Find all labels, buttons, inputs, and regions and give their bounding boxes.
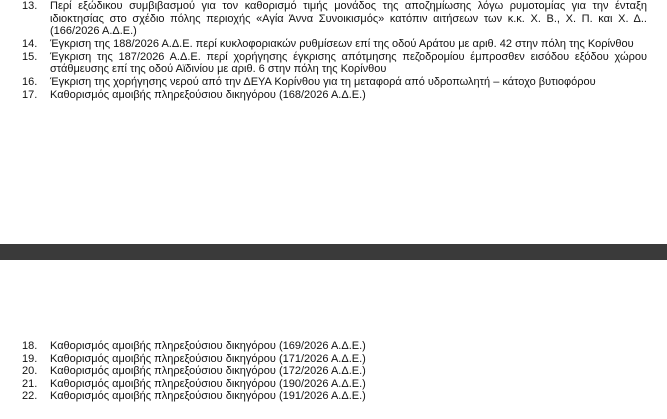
agenda-item-number: 20. — [22, 365, 38, 378]
agenda-item — [22, 353, 647, 366]
agenda-item — [22, 89, 647, 102]
agenda-list-upper — [22, 0, 647, 102]
agenda-item-text: Καθορισμός αμοιβής πληρεξούσιου δικηγόρου (190/2026 Α.Δ.Ε.) — [50, 377, 366, 390]
agenda-item — [22, 51, 647, 76]
page-lower — [0, 260, 667, 419]
agenda-item — [22, 340, 647, 353]
agenda-item-text: Καθορισμός αμοιβής πληρεξούσιου δικηγόρου (169/2026 Α.Δ.Ε.) — [50, 340, 366, 352]
agenda-item-text: Περί εξώδικου συμβιβασμού για τον καθορισμό τιμής μονάδος της αποζημίωσης λόγω ρυμοτομίας για την ένταξη ιδιοκτησίας στο σχέδιο πόλης περιοχής «Αγία Άννα Συνοικισμός» κατόπιν αιτήσεων των κ.κ. Χ. Β., Χ. Π. και Χ. Δ.. (166/2026 Α.Δ.Ε.) — [50, 0, 647, 38]
agenda-item-number: 22. — [22, 390, 38, 403]
agenda-item-text: Έγκριση της 188/2026 Α.Δ.Ε. περί κυκλοφοριακών ρυθμίσεων επί της οδού Αράτου με αριθ. 42 στην πόλη της Κορίνθου — [50, 37, 634, 50]
agenda-item-text: Καθορισμός αμοιβής πληρεξούσιου δικηγόρου (172/2026 Α.Δ.Ε.) — [50, 365, 366, 378]
agenda-item-number: 19. — [22, 352, 38, 365]
agenda-item-text: Έγκριση της 187/2026 Α.Δ.Ε. περί χορήγησης έγκρισης απότμησης πεζοδρομίου έμπροσθεν εισόδου εξόδου χώρου στάθμευσης επί της οδού Αϊδινίου με αριθ. 6 στην πόλη της Κορίνθου — [50, 50, 647, 76]
agenda-item — [22, 76, 647, 89]
agenda-item-number: 17. — [22, 88, 38, 101]
agenda-list-lower — [22, 340, 647, 403]
agenda-item-number: 18. — [22, 340, 38, 352]
agenda-item-number: 15. — [22, 50, 38, 63]
agenda-item-number: 16. — [22, 76, 38, 89]
agenda-item-text: Έγκριση της χορήγησης νερού από την ΔΕΥΑ Κορίνθου για τη μεταφορά από υδροπωλητή – κάτοχο βυτιοφόρου — [50, 76, 596, 89]
agenda-item-text: Καθορισμός αμοιβής πληρεξούσιου δικηγόρου (168/2026 Α.Δ.Ε.) — [50, 88, 366, 101]
page-separator — [0, 244, 667, 260]
agenda-item — [22, 390, 647, 403]
agenda-item — [22, 365, 647, 378]
agenda-item-text: Καθορισμός αμοιβής πληρεξούσιου δικηγόρου (171/2026 Α.Δ.Ε.) — [50, 352, 366, 365]
agenda-item — [22, 38, 647, 51]
agenda-item-number: 21. — [22, 377, 38, 390]
agenda-item-number: 14. — [22, 37, 38, 50]
agenda-item-number: 13. — [22, 0, 38, 12]
agenda-item-text: Καθορισμός αμοιβής πληρεξούσιου δικηγόρου (191/2026 Α.Δ.Ε.) — [50, 390, 366, 403]
agenda-item — [22, 0, 647, 38]
agenda-item — [22, 378, 647, 391]
